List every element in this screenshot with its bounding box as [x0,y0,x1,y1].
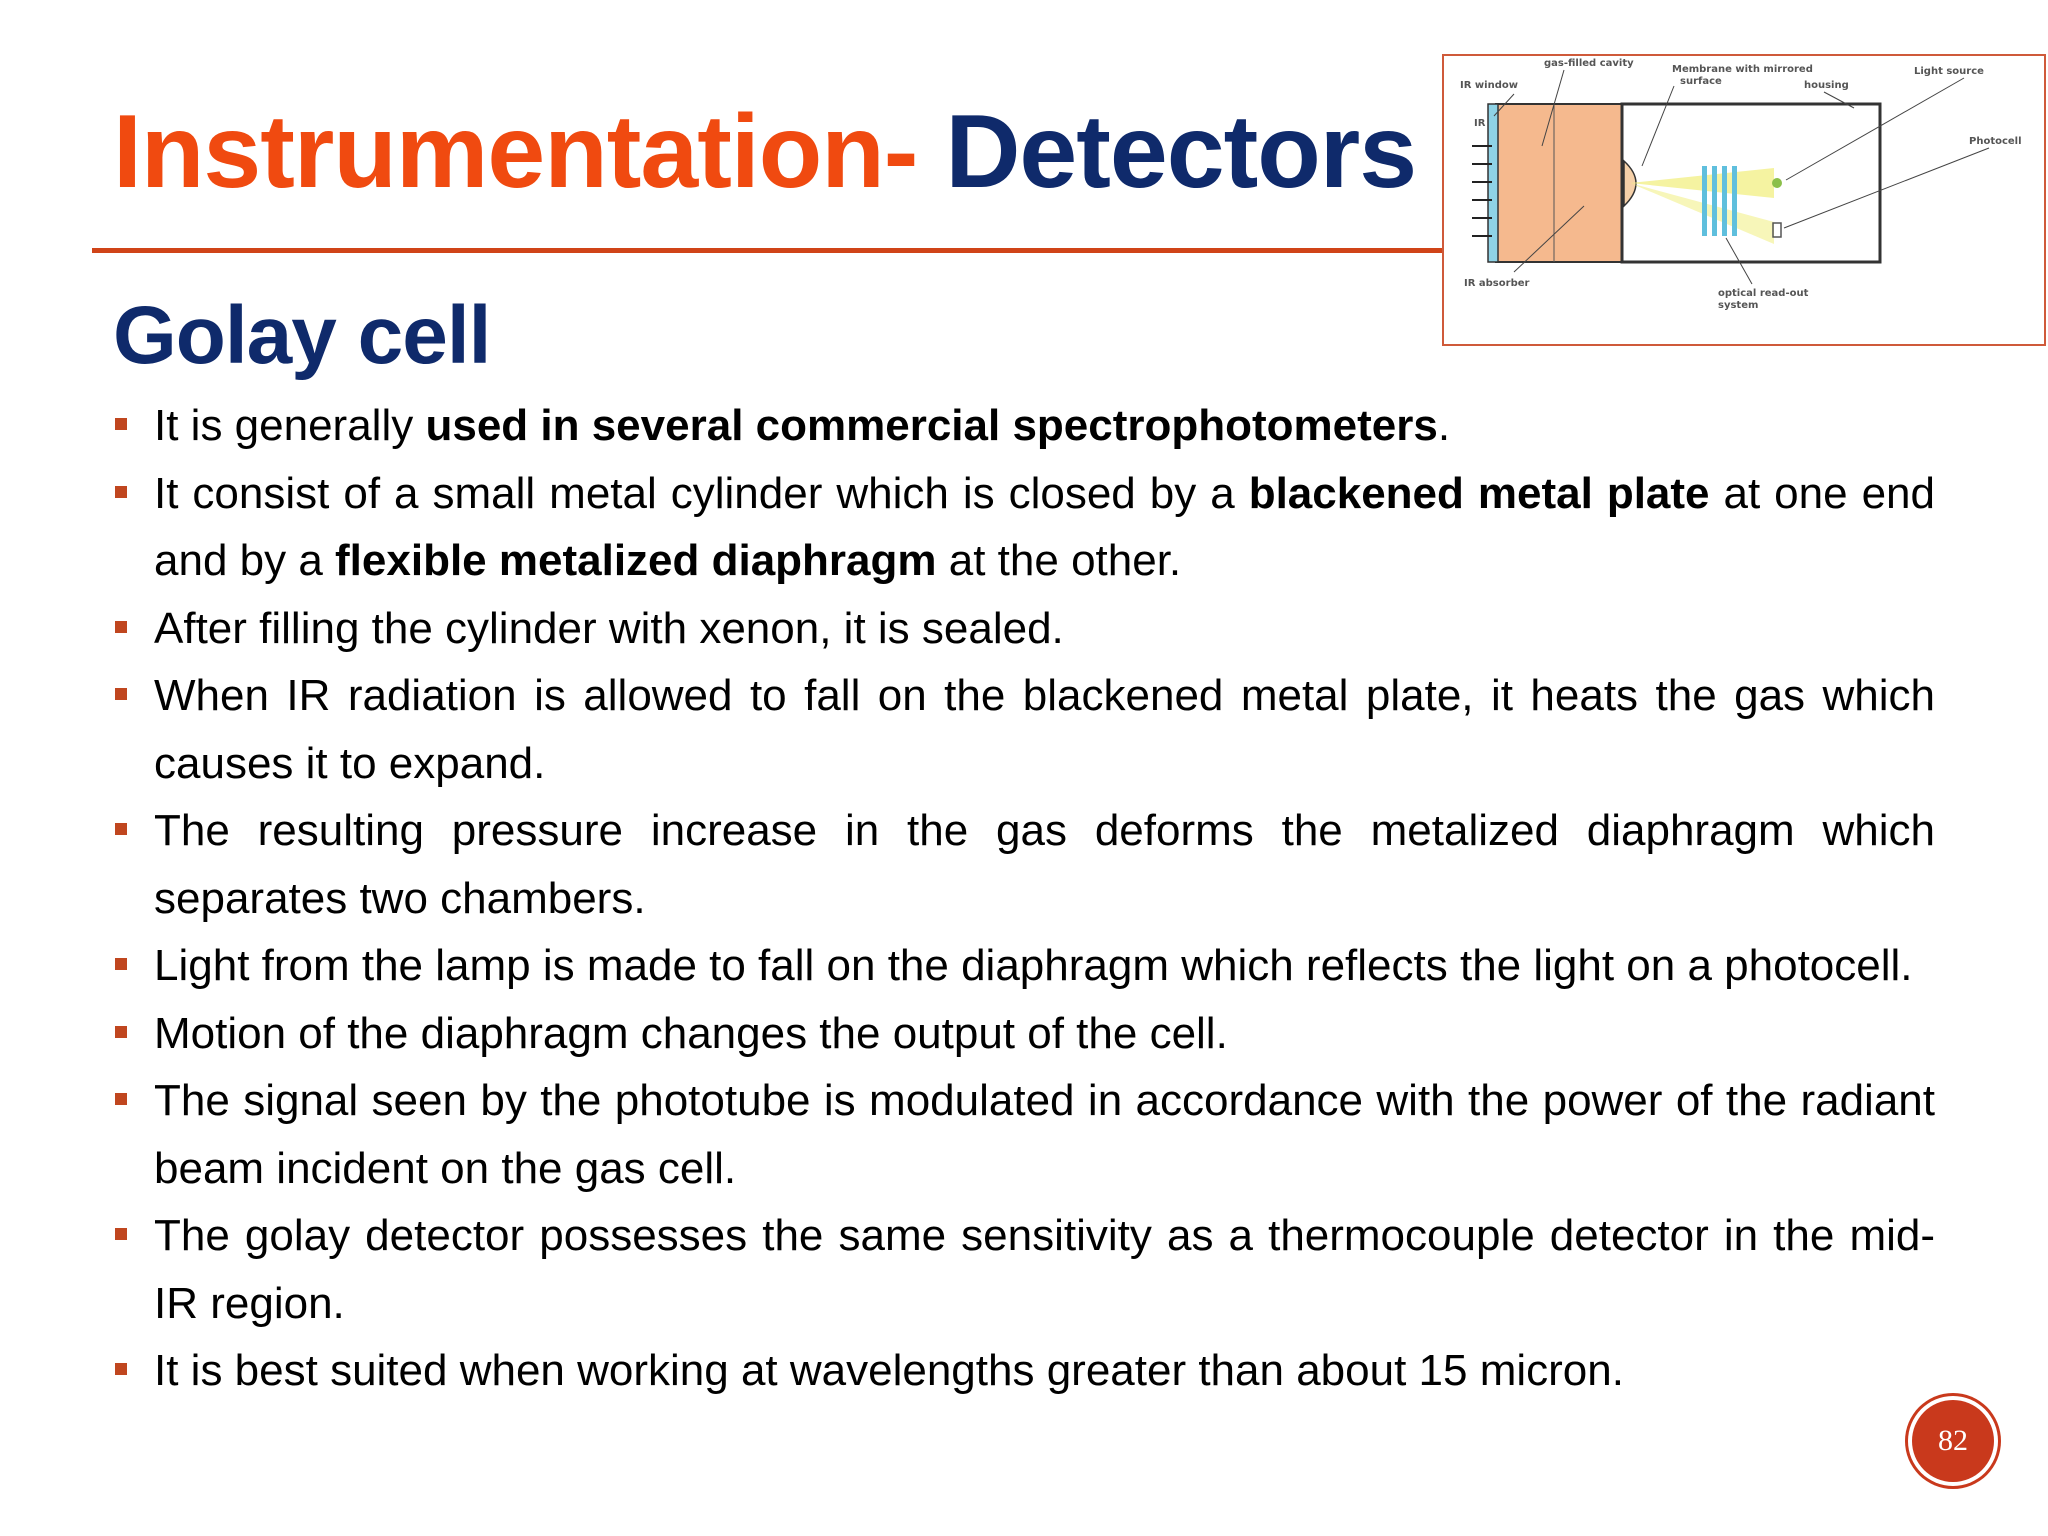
bullet-item [112,1337,1935,1405]
bullet-item [112,392,1935,460]
bullet-marker-icon [115,621,127,633]
bullet-text: When IR radiation is allowed to fall on the blackened metal plate, it heats the gas which causes it to expand. [154,671,1935,788]
bullet-marker-icon [115,1093,127,1105]
bullet-marker-icon [115,1228,127,1240]
bullet-text: at one end and by a [154,468,1935,585]
diagram-label-gas-cavity: gas-filled cavity [1544,58,1634,69]
bullet-item [112,460,1935,595]
bullet-marker-icon [115,1026,127,1038]
diagram-label-ir: IR [1474,118,1486,129]
diagram-label-ir-window: IR window [1460,80,1518,91]
slide-title-main: Detectors [945,94,1417,210]
bullet-text: It is best suited when working at wavelengths greater than about 15 micron. [154,1346,1624,1395]
bullet-text-bold: flexible metalized diaphragm [335,536,937,585]
bullet-text: The resulting pressure increase in the gas deforms the metalized diaphragm which separates two chambers. [154,806,1935,923]
photocell-shape [1773,223,1781,237]
bullet-marker-icon [115,486,127,498]
bullet-marker-icon [115,688,127,700]
diagram-label-ir-absorber: IR absorber [1464,278,1530,289]
bullet-text: at the other. [936,536,1182,585]
bullet-text: The golay detector possesses the same sensitivity as a thermocouple detector in the mid-IR region. [154,1211,1935,1328]
bullet-marker-icon [115,418,127,430]
mirrored-membrane-shape [1624,161,1636,206]
bullet-text: It is generally [154,401,426,450]
bullet-text: . [1437,401,1451,450]
page-number-badge: 82 [1912,1400,1994,1482]
bullet-item [112,797,1935,932]
bullet-text: After filling the cylinder with xenon, it is sealed. [154,603,1064,653]
bullet-item [112,1202,1935,1337]
bullet-text: Motion of the diaphragm changes the output of the cell. [154,1008,1228,1058]
lamp-shape [1772,178,1782,188]
bullet-item [112,932,1935,1000]
bullet-item [112,662,1935,797]
diagram-label-photocell: Photocell [1969,136,2022,147]
bullet-text: It consist of a small metal cylinder which is closed by a [154,468,1249,518]
golay-cell-diagram-svg [1444,56,2044,344]
slide-title-accent: Instrumentation- [113,94,918,210]
slide-subtitle: Golay cell [113,290,491,381]
bullet-text: Light from the lamp is made to fall on the diaphragm which reflects the light on a photocell. [154,941,1913,990]
title-divider [92,248,1445,253]
diagram-label-membrane-2: surface [1680,76,1722,87]
bullet-marker-icon [115,958,127,970]
bullet-list [112,392,1935,1405]
bullet-item [112,1000,1935,1068]
bullet-marker-icon [115,823,127,835]
diagram-label-readout-1: optical read-out [1718,288,1809,299]
bullet-text-bold: blackened metal plate [1248,468,1710,518]
bullet-text-bold: used in several commercial spectrophotometers [425,401,1438,450]
diagram-label-membrane-1: Membrane with mirrored [1672,64,1813,75]
bullet-text: The signal seen by the phototube is modulated in accordance with the power of the radiant beam incident on the gas cell. [154,1076,1935,1193]
diagram-label-light-source: Light source [1914,66,1984,77]
bullet-marker-icon [115,1363,127,1375]
diagram-label-housing: housing [1804,80,1849,91]
diagram-label-readout-2: system [1718,300,1759,311]
bullet-item [112,1067,1935,1202]
slide-title [113,90,1416,214]
bullet-item [112,595,1935,663]
golay-cell-diagram [1442,54,2046,346]
gas-cavity-shape [1496,104,1622,262]
